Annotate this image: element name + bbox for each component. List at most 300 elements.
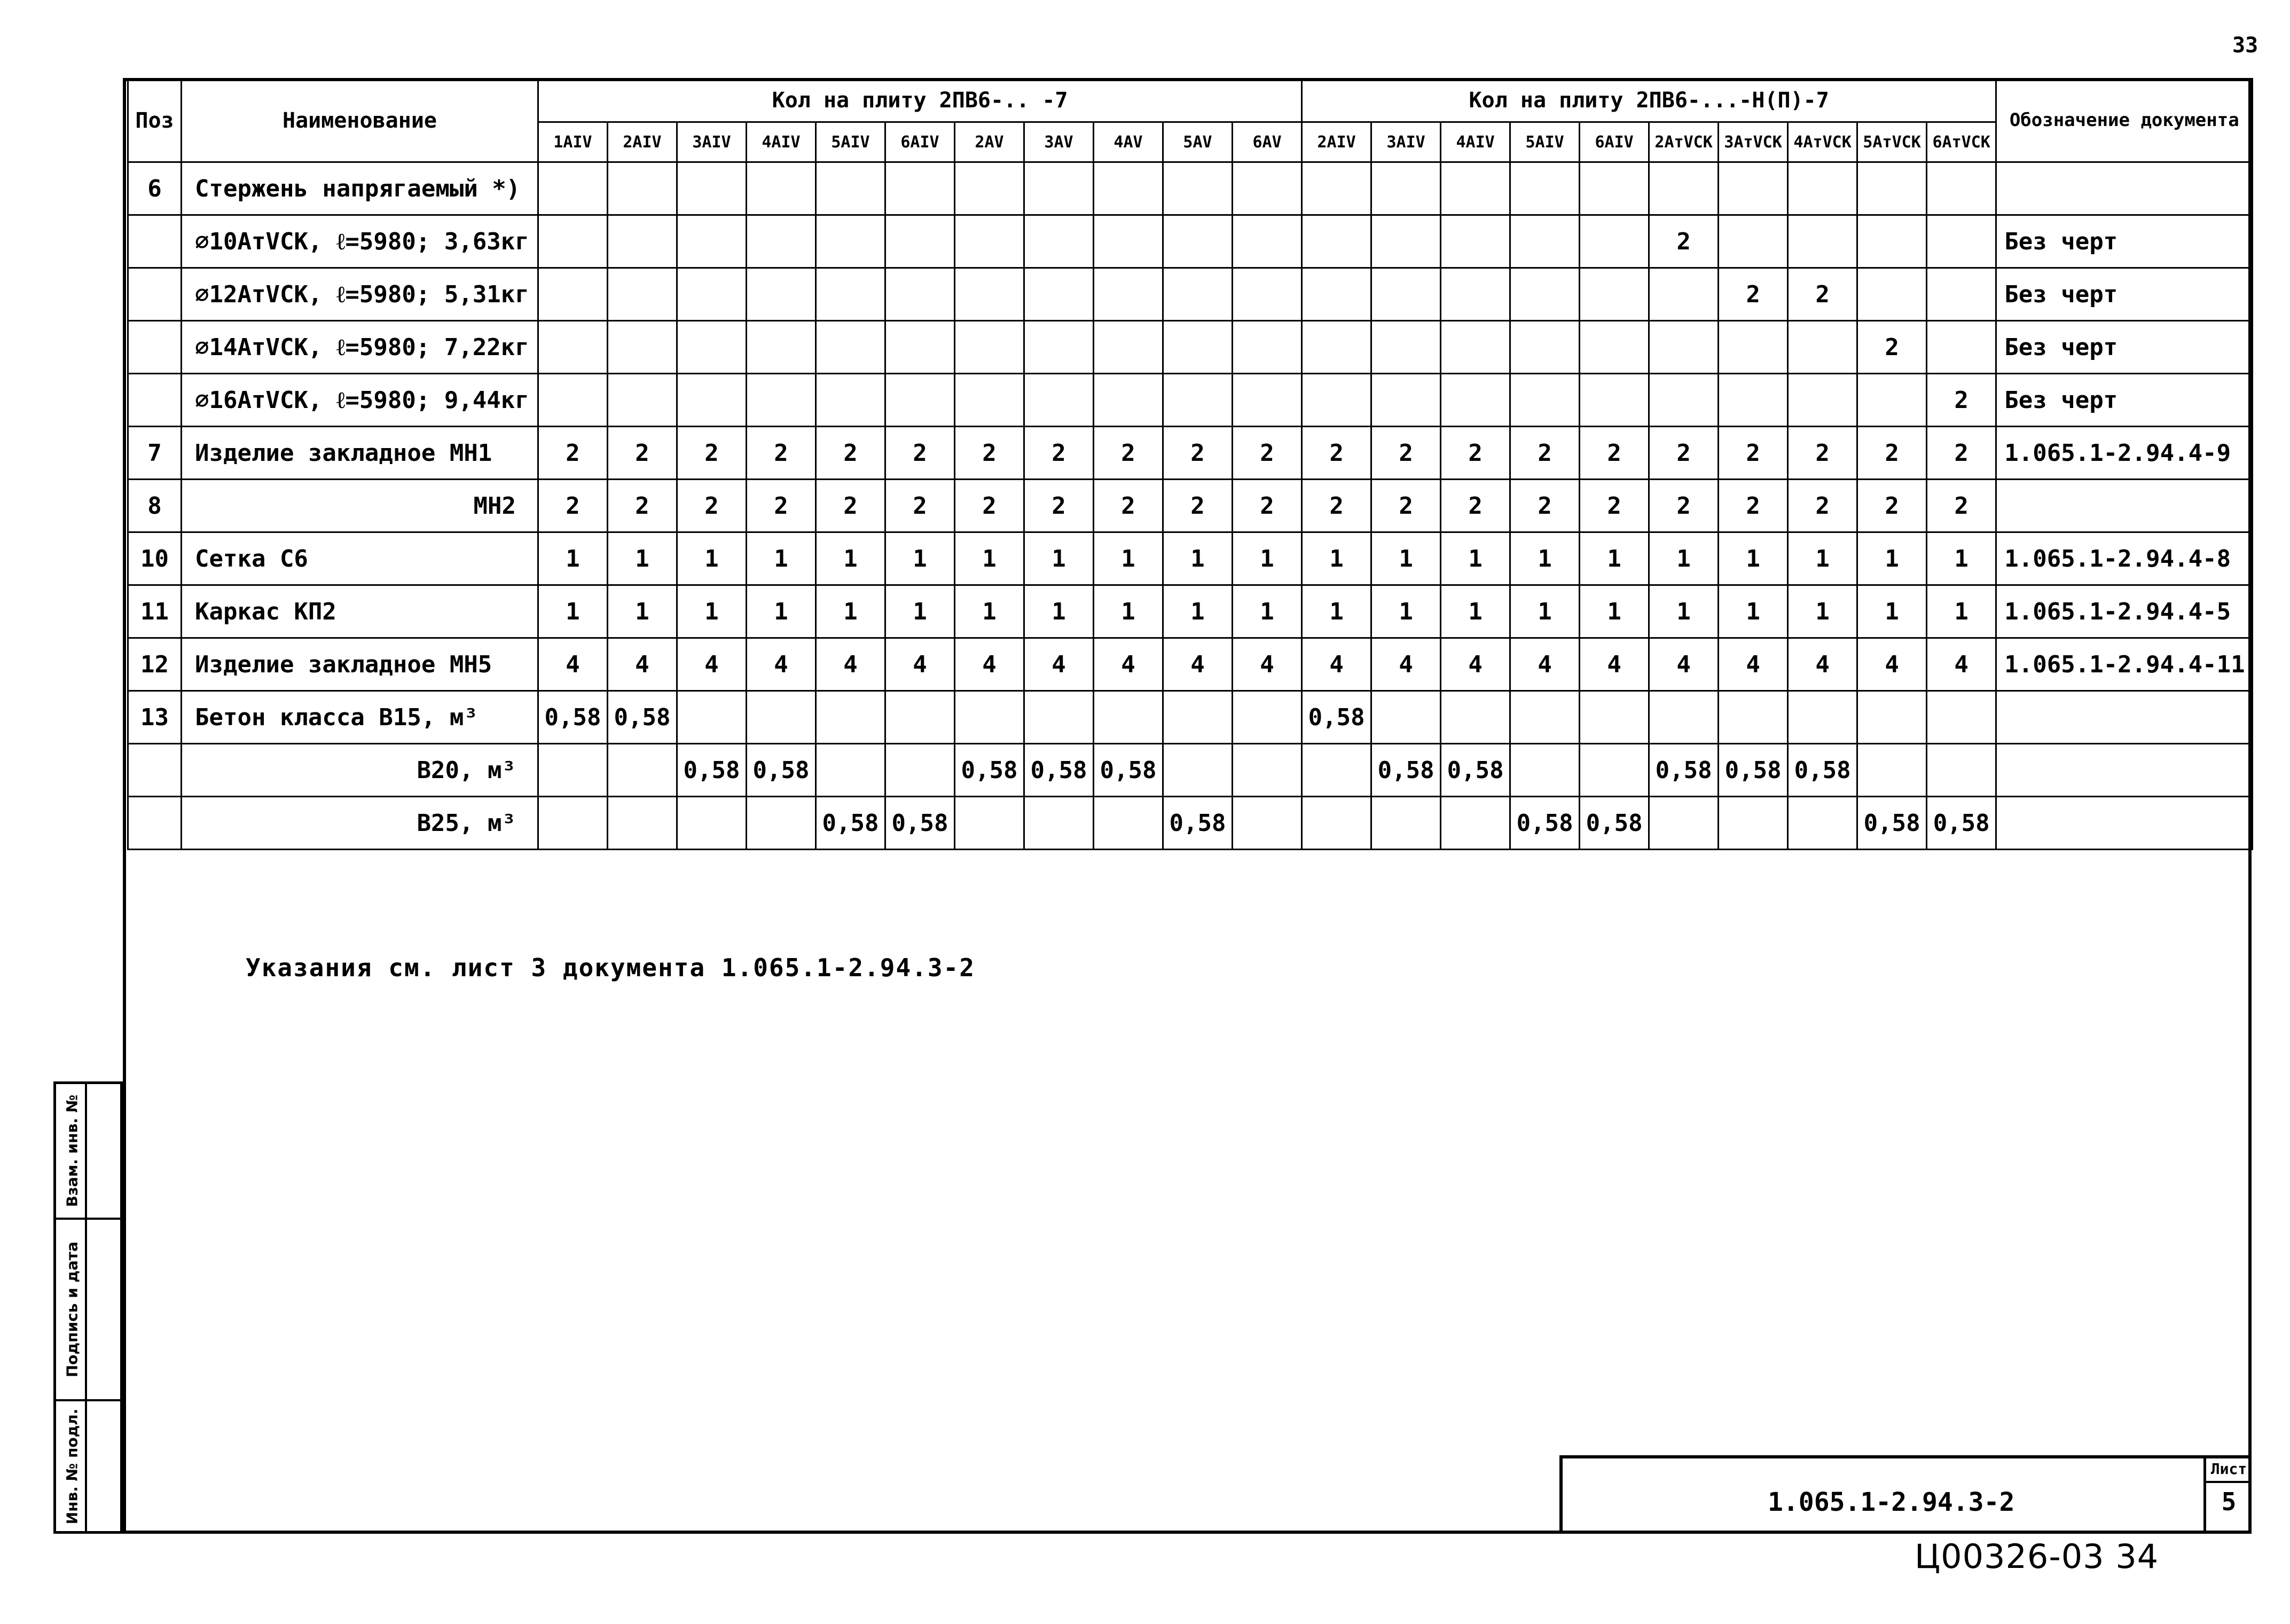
quantity-cell <box>1510 162 1580 215</box>
quantity-cell <box>1371 162 1441 215</box>
quantity-cell: 4 <box>816 638 885 691</box>
quantity-cell: 2 <box>1441 427 1510 480</box>
quantity-cell <box>1163 691 1233 744</box>
quantity-cell: 2 <box>955 427 1024 480</box>
quantity-cell: 1 <box>538 532 608 585</box>
quantity-cell <box>955 268 1024 321</box>
quantity-cell: 2 <box>816 427 885 480</box>
quantity-cell: 1 <box>1233 532 1302 585</box>
row-pos <box>128 215 182 268</box>
quantity-cell: 1 <box>1857 585 1927 638</box>
page-number: 33 <box>2232 33 2258 58</box>
quantity-cell: 1 <box>1094 585 1163 638</box>
quantity-cell <box>1302 162 1371 215</box>
quantity-cell: 4 <box>1163 638 1233 691</box>
side-stamp-label-replacement: Взам. инв. № <box>63 1094 81 1207</box>
quantity-cell <box>885 162 955 215</box>
quantity-cell <box>747 374 816 427</box>
side-stamp-cell-replacement <box>56 1084 120 1218</box>
quantity-cell: 0,58 <box>747 744 816 797</box>
quantity-cell <box>1163 268 1233 321</box>
quantity-cell <box>1857 691 1927 744</box>
quantity-cell <box>677 374 747 427</box>
quantity-cell: 1 <box>747 585 816 638</box>
subheader-cell: 5АIV <box>816 122 885 162</box>
row-doc <box>1996 744 2253 797</box>
table-row <box>128 427 2253 480</box>
subheader-cell: 2АIV <box>1302 122 1371 162</box>
quantity-cell: 0,58 <box>885 797 955 850</box>
row-doc <box>1996 691 2253 744</box>
row-doc: Без черт <box>1996 215 2253 268</box>
quantity-cell <box>677 797 747 850</box>
quantity-cell: 2 <box>1371 427 1441 480</box>
side-stamp-label-inventory: Инв. № подл. <box>63 1408 81 1524</box>
quantity-cell: 2 <box>1719 268 1788 321</box>
quantity-cell: 1 <box>677 585 747 638</box>
quantity-cell <box>1441 691 1510 744</box>
quantity-cell: 0,58 <box>1580 797 1649 850</box>
quantity-cell: 2 <box>1649 215 1719 268</box>
quantity-cell: 1 <box>747 532 816 585</box>
quantity-cell: 1 <box>538 585 608 638</box>
quantity-cell: 2 <box>1510 480 1580 532</box>
quantity-cell <box>1580 162 1649 215</box>
row-pos: 11 <box>128 585 182 638</box>
quantity-cell <box>1649 268 1719 321</box>
quantity-cell: 0,58 <box>1719 744 1788 797</box>
quantity-cell: 2 <box>1788 268 1857 321</box>
quantity-cell: 2 <box>1719 480 1788 532</box>
quantity-cell <box>1371 215 1441 268</box>
quantity-cell <box>608 162 677 215</box>
quantity-cell <box>1788 691 1857 744</box>
table-body <box>128 162 2253 850</box>
quantity-cell <box>538 321 608 374</box>
row-pos <box>128 744 182 797</box>
quantity-cell <box>885 321 955 374</box>
quantity-cell <box>1580 321 1649 374</box>
quantity-cell <box>1649 374 1719 427</box>
quantity-cell: 1 <box>608 532 677 585</box>
quantity-cell <box>1371 321 1441 374</box>
quantity-cell <box>1927 744 1996 797</box>
quantity-cell: 1 <box>955 532 1024 585</box>
header-doc: Обозначение документа <box>1996 79 2253 162</box>
row-doc: Без черт <box>1996 321 2253 374</box>
sheet-box <box>2203 1455 2252 1534</box>
quantity-cell <box>1719 162 1788 215</box>
row-name: МН2 <box>182 480 538 532</box>
table-row <box>128 480 2253 532</box>
quantity-cell <box>1233 374 1302 427</box>
side-stamp-cell-inventory <box>56 1399 120 1531</box>
row-doc <box>1996 797 2253 850</box>
quantity-cell <box>747 215 816 268</box>
table-row <box>128 585 2253 638</box>
quantity-cell: 4 <box>885 638 955 691</box>
quantity-cell <box>1788 321 1857 374</box>
quantity-cell: 0,58 <box>1094 744 1163 797</box>
quantity-cell <box>1233 691 1302 744</box>
quantity-cell <box>608 744 677 797</box>
quantity-cell <box>1302 268 1371 321</box>
archive-code: Ц00326-03 34 <box>1915 1537 2159 1576</box>
quantity-cell <box>1094 162 1163 215</box>
subheader-cell: 2АтVСК <box>1649 122 1719 162</box>
quantity-cell <box>1510 374 1580 427</box>
quantity-cell: 2 <box>747 427 816 480</box>
quantity-cell <box>1649 162 1719 215</box>
quantity-cell <box>885 215 955 268</box>
quantity-cell: 1 <box>1857 532 1927 585</box>
quantity-cell: 0,58 <box>955 744 1024 797</box>
quantity-cell <box>955 321 1024 374</box>
sheet-number: 5 <box>2221 1487 2237 1516</box>
quantity-cell <box>1788 215 1857 268</box>
quantity-cell <box>747 162 816 215</box>
quantity-cell: 2 <box>1927 427 1996 480</box>
quantity-cell <box>608 374 677 427</box>
quantity-cell <box>1649 691 1719 744</box>
row-pos <box>128 797 182 850</box>
quantity-cell: 4 <box>1024 638 1094 691</box>
quantity-cell: 2 <box>1580 427 1649 480</box>
quantity-cell <box>1927 691 1996 744</box>
quantity-cell <box>1371 268 1441 321</box>
quantity-cell <box>1441 268 1510 321</box>
quantity-cell: 2 <box>1233 480 1302 532</box>
quantity-cell: 1 <box>1719 585 1788 638</box>
quantity-cell: 1 <box>816 585 885 638</box>
quantity-cell: 4 <box>1580 638 1649 691</box>
sheet-label: Лист <box>2206 1455 2252 1483</box>
row-name: В25, м³ <box>182 797 538 850</box>
quantity-cell: 2 <box>1927 480 1996 532</box>
quantity-cell: 2 <box>1233 427 1302 480</box>
subheader-cell: 1АIV <box>538 122 608 162</box>
quantity-cell: 0,58 <box>1302 691 1371 744</box>
quantity-cell: 2 <box>1857 427 1927 480</box>
quantity-cell: 1 <box>1302 585 1371 638</box>
table-row <box>128 268 2253 321</box>
quantity-cell <box>1233 268 1302 321</box>
quantity-cell <box>955 374 1024 427</box>
quantity-cell: 2 <box>1927 374 1996 427</box>
row-name: В20, м³ <box>182 744 538 797</box>
quantity-cell <box>1233 744 1302 797</box>
subheader-cell: 2АV <box>955 122 1024 162</box>
quantity-cell <box>677 268 747 321</box>
quantity-cell: 1 <box>1371 585 1441 638</box>
quantity-cell: 0,58 <box>1163 797 1233 850</box>
quantity-cell <box>1163 744 1233 797</box>
quantity-cell: 1 <box>955 585 1024 638</box>
quantity-cell <box>885 691 955 744</box>
quantity-cell: 2 <box>1163 480 1233 532</box>
quantity-cell <box>1441 215 1510 268</box>
quantity-cell <box>538 744 608 797</box>
subheader-cell: 4АIV <box>747 122 816 162</box>
quantity-cell: 2 <box>1302 427 1371 480</box>
quantity-cell <box>816 321 885 374</box>
subheader-cell: 6АтVСК <box>1927 122 1996 162</box>
table-row <box>128 691 2253 744</box>
quantity-cell <box>1302 797 1371 850</box>
header-group2: Кол на плиту 2ПВ6-...-Н(П)-7 <box>1302 79 1996 122</box>
quantity-cell <box>1788 797 1857 850</box>
quantity-cell <box>1580 374 1649 427</box>
row-pos <box>128 374 182 427</box>
quantity-cell <box>1233 162 1302 215</box>
row-name: ⌀16АтVСК, ℓ=5980; 9,44кг <box>182 374 538 427</box>
quantity-cell: 2 <box>747 480 816 532</box>
table-row <box>128 797 2253 850</box>
quantity-cell <box>1580 268 1649 321</box>
quantity-cell: 4 <box>1441 638 1510 691</box>
quantity-cell: 0,58 <box>538 691 608 744</box>
quantity-cell <box>1441 321 1510 374</box>
quantity-cell <box>1371 797 1441 850</box>
quantity-cell: 4 <box>1649 638 1719 691</box>
row-name: ⌀14АтVСК, ℓ=5980; 7,22кг <box>182 321 538 374</box>
quantity-cell <box>1094 691 1163 744</box>
subheader-cell: 6АIV <box>1580 122 1649 162</box>
row-name: Стержень напрягаемый *) <box>182 162 538 215</box>
quantity-cell <box>816 691 885 744</box>
title-block-doc-code: 1.065.1-2.94.3-2 <box>1768 1487 2015 1517</box>
quantity-cell: 1 <box>1024 532 1094 585</box>
quantity-cell <box>677 162 747 215</box>
quantity-cell <box>1788 374 1857 427</box>
quantity-cell: 1 <box>608 585 677 638</box>
quantity-cell <box>608 321 677 374</box>
row-doc <box>1996 480 2253 532</box>
quantity-cell <box>1371 691 1441 744</box>
quantity-cell <box>1857 744 1927 797</box>
quantity-cell <box>1302 744 1371 797</box>
quantity-cell: 0,58 <box>1024 744 1094 797</box>
quantity-cell: 1 <box>1371 532 1441 585</box>
quantity-cell: 1 <box>1649 532 1719 585</box>
quantity-cell: 1 <box>1927 532 1996 585</box>
header-pos: Поз <box>128 79 182 162</box>
specification-table <box>127 78 2253 850</box>
quantity-cell: 4 <box>1094 638 1163 691</box>
quantity-cell: 2 <box>677 480 747 532</box>
quantity-cell <box>747 268 816 321</box>
subheader-cell: 2АIV <box>608 122 677 162</box>
quantity-cell: 0,58 <box>1371 744 1441 797</box>
row-doc: Без черт <box>1996 268 2253 321</box>
row-name: Изделие закладное МН1 <box>182 427 538 480</box>
quantity-cell <box>1024 797 1094 850</box>
row-doc <box>1996 162 2253 215</box>
row-pos <box>128 321 182 374</box>
quantity-cell: 4 <box>955 638 1024 691</box>
quantity-cell <box>1302 374 1371 427</box>
quantity-cell: 4 <box>677 638 747 691</box>
quantity-cell <box>1024 321 1094 374</box>
quantity-cell: 4 <box>1302 638 1371 691</box>
quantity-cell <box>608 797 677 850</box>
quantity-cell: 1 <box>1441 532 1510 585</box>
quantity-cell <box>1441 374 1510 427</box>
row-pos: 12 <box>128 638 182 691</box>
quantity-cell: 1 <box>1649 585 1719 638</box>
row-pos: 6 <box>128 162 182 215</box>
quantity-cell: 2 <box>1649 427 1719 480</box>
quantity-cell <box>1510 691 1580 744</box>
quantity-cell: 1 <box>1510 585 1580 638</box>
quantity-cell <box>816 215 885 268</box>
side-stamp <box>53 1081 123 1534</box>
quantity-cell <box>885 374 955 427</box>
quantity-cell <box>1580 691 1649 744</box>
quantity-cell: 0,58 <box>677 744 747 797</box>
row-pos: 13 <box>128 691 182 744</box>
table-row <box>128 744 2253 797</box>
quantity-cell <box>747 321 816 374</box>
side-stamp-label-signature: Подпись и дата <box>63 1241 81 1378</box>
quantity-cell: 1 <box>1024 585 1094 638</box>
table-row <box>128 215 2253 268</box>
subheader-cell: 5АIV <box>1510 122 1580 162</box>
quantity-cell: 4 <box>1233 638 1302 691</box>
row-doc: Без черт <box>1996 374 2253 427</box>
quantity-cell: 1 <box>1302 532 1371 585</box>
quantity-cell: 2 <box>1094 480 1163 532</box>
quantity-cell <box>538 374 608 427</box>
quantity-cell <box>1857 215 1927 268</box>
subheader-cell: 3АV <box>1024 122 1094 162</box>
quantity-cell: 2 <box>1580 480 1649 532</box>
subheader-cell: 5АV <box>1163 122 1233 162</box>
quantity-cell <box>1649 797 1719 850</box>
quantity-cell <box>1094 797 1163 850</box>
subheader-cell: 3АIV <box>1371 122 1441 162</box>
quantity-cell <box>1024 162 1094 215</box>
row-pos: 10 <box>128 532 182 585</box>
quantity-cell: 4 <box>538 638 608 691</box>
quantity-cell: 0,58 <box>1927 797 1996 850</box>
row-doc: 1.065.1-2.94.4-11 <box>1996 638 2253 691</box>
quantity-cell: 0,58 <box>1649 744 1719 797</box>
row-name: Сетка С6 <box>182 532 538 585</box>
quantity-cell <box>1857 162 1927 215</box>
quantity-cell: 0,58 <box>1441 744 1510 797</box>
subheader-cell: 6АIV <box>885 122 955 162</box>
quantity-cell <box>1857 268 1927 321</box>
quantity-cell: 2 <box>1024 427 1094 480</box>
quantity-cell <box>955 797 1024 850</box>
subheader-cell: 4АIV <box>1441 122 1510 162</box>
quantity-cell: 4 <box>608 638 677 691</box>
quantity-cell: 2 <box>1788 480 1857 532</box>
quantity-cell <box>1163 321 1233 374</box>
quantity-cell <box>1094 321 1163 374</box>
quantity-cell <box>608 215 677 268</box>
quantity-cell <box>1163 374 1233 427</box>
quantity-cell: 2 <box>1719 427 1788 480</box>
table-row <box>128 374 2253 427</box>
row-name: Каркас КП2 <box>182 585 538 638</box>
quantity-cell <box>816 374 885 427</box>
quantity-cell <box>1580 744 1649 797</box>
header-name: Наименование <box>182 79 538 162</box>
subheader-cell: 4АтVСК <box>1788 122 1857 162</box>
subheader-cell: 3АIV <box>677 122 747 162</box>
quantity-cell <box>1510 215 1580 268</box>
quantity-cell <box>1927 215 1996 268</box>
quantity-cell: 0,58 <box>608 691 677 744</box>
note-text: Указания см. лист 3 документа 1.065.1-2.94.3-2 <box>246 953 975 982</box>
quantity-cell <box>1510 321 1580 374</box>
quantity-cell <box>677 215 747 268</box>
quantity-cell: 2 <box>608 480 677 532</box>
quantity-cell <box>538 268 608 321</box>
quantity-cell: 2 <box>1649 480 1719 532</box>
quantity-cell: 1 <box>1927 585 1996 638</box>
subheader-cell: 3АтVСК <box>1719 122 1788 162</box>
quantity-cell <box>955 691 1024 744</box>
quantity-cell <box>885 268 955 321</box>
quantity-cell: 2 <box>885 480 955 532</box>
quantity-cell <box>1024 215 1094 268</box>
quantity-cell: 4 <box>747 638 816 691</box>
quantity-cell: 1 <box>816 532 885 585</box>
quantity-cell: 2 <box>538 480 608 532</box>
quantity-cell: 4 <box>1927 638 1996 691</box>
quantity-cell <box>1163 162 1233 215</box>
quantity-cell <box>608 268 677 321</box>
quantity-cell <box>1719 797 1788 850</box>
quantity-cell <box>1719 215 1788 268</box>
quantity-cell: 2 <box>1788 427 1857 480</box>
quantity-cell: 2 <box>955 480 1024 532</box>
quantity-cell: 0,58 <box>816 797 885 850</box>
quantity-cell: 2 <box>816 480 885 532</box>
subheader-cell: 4АV <box>1094 122 1163 162</box>
quantity-cell: 1 <box>1094 532 1163 585</box>
quantity-cell: 4 <box>1371 638 1441 691</box>
quantity-cell <box>1649 321 1719 374</box>
quantity-cell: 1 <box>1580 585 1649 638</box>
quantity-cell <box>677 321 747 374</box>
quantity-cell <box>1094 374 1163 427</box>
row-name: ⌀10АтVСК, ℓ=5980; 3,63кг <box>182 215 538 268</box>
quantity-cell: 2 <box>1024 480 1094 532</box>
quantity-cell: 4 <box>1857 638 1927 691</box>
quantity-cell: 4 <box>1510 638 1580 691</box>
table-row <box>128 638 2253 691</box>
quantity-cell <box>1719 691 1788 744</box>
table-row <box>128 321 2253 374</box>
quantity-cell <box>1580 215 1649 268</box>
quantity-cell <box>1094 215 1163 268</box>
quantity-cell <box>538 162 608 215</box>
quantity-cell: 0,58 <box>1788 744 1857 797</box>
row-pos <box>128 268 182 321</box>
quantity-cell <box>1163 215 1233 268</box>
quantity-cell: 4 <box>1788 638 1857 691</box>
quantity-cell: 2 <box>538 427 608 480</box>
quantity-cell <box>1024 691 1094 744</box>
quantity-cell <box>1441 162 1510 215</box>
quantity-cell <box>747 797 816 850</box>
subheader-cell: 6АV <box>1233 122 1302 162</box>
quantity-cell: 2 <box>1857 480 1927 532</box>
